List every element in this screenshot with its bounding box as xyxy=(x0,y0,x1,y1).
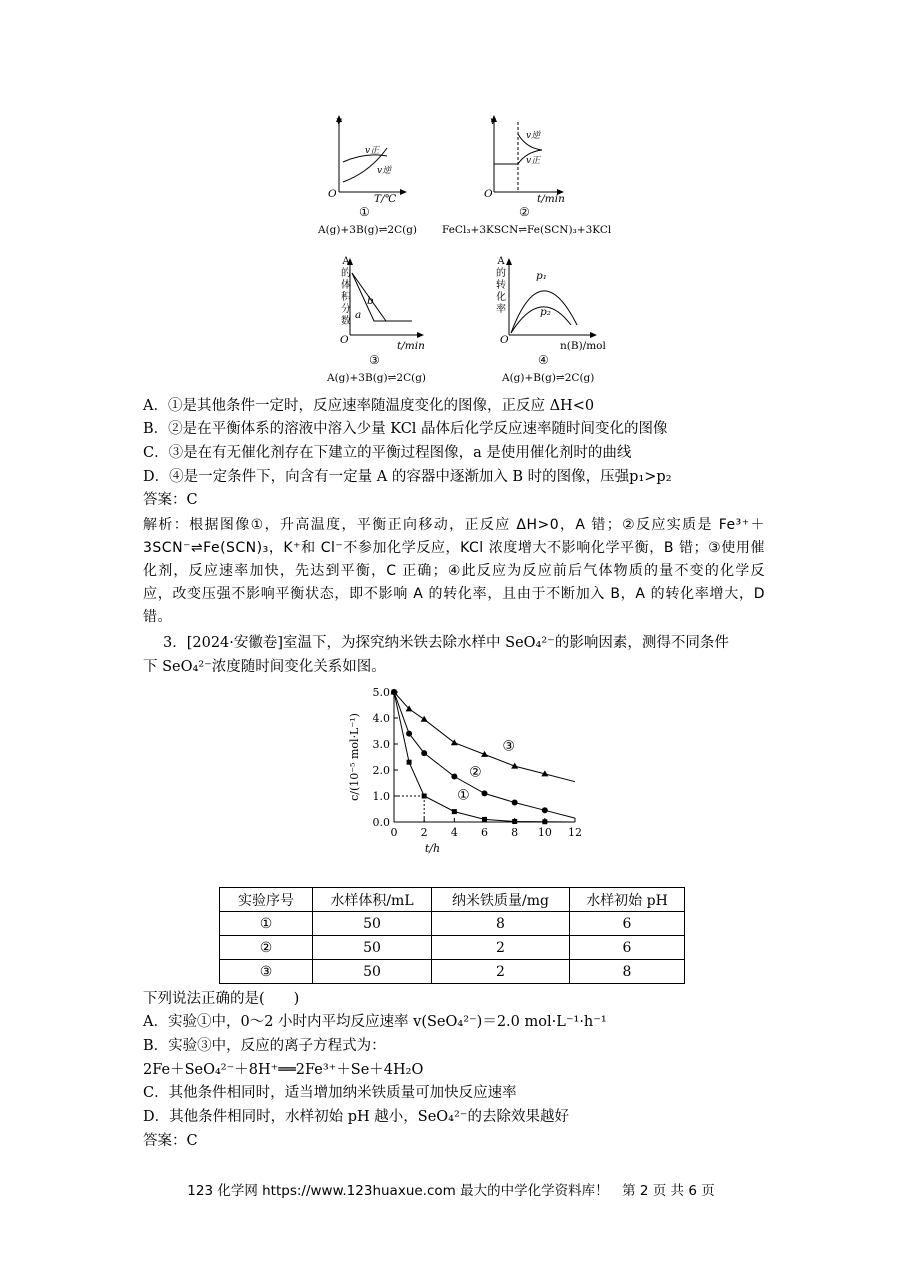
table-cell: ① xyxy=(220,912,313,936)
figure-2-curve2-label: v正 xyxy=(526,156,541,166)
figure-4-caption: A(g)+B(g)⇌2C(g) xyxy=(502,372,595,384)
data-point-circle xyxy=(451,774,457,780)
table-cell: ② xyxy=(220,936,313,960)
figure-1-number: ① xyxy=(359,205,370,219)
data-point-square xyxy=(452,809,457,814)
figure-2-xlabel: t/min xyxy=(537,193,565,205)
table-cell: 6 xyxy=(570,936,685,960)
x-tick-label: 6 xyxy=(481,826,488,839)
table-header-cell: 实验序号 xyxy=(220,888,313,912)
series-label: ① xyxy=(457,787,470,804)
table-cell: 8 xyxy=(432,912,570,936)
series-label: ③ xyxy=(502,738,515,755)
data-point-circle xyxy=(512,800,518,806)
experiment-table xyxy=(219,887,685,984)
data-point-circle xyxy=(482,790,488,796)
data-point-square xyxy=(542,819,547,824)
data-point-square xyxy=(482,817,487,822)
data-point-triangle xyxy=(451,739,458,745)
figure-3-graph xyxy=(340,255,430,345)
figure-4-curve2-label: p₂ xyxy=(540,306,551,318)
figure-3-origin: O xyxy=(340,334,349,346)
y-tick-label: 0.0 xyxy=(372,816,390,829)
x-tick-label: 10 xyxy=(537,826,552,839)
data-point-square xyxy=(407,760,412,765)
q3-option-b: B．实验③中，反应的离子方程式为： xyxy=(143,1038,386,1054)
figure-1-origin: O xyxy=(328,188,337,200)
figure-4-origin: O xyxy=(500,334,509,346)
table-cell: 2 xyxy=(432,960,570,984)
figure-3-curve-b-label: b xyxy=(367,295,374,307)
figure-1-ylabel: v xyxy=(336,115,342,127)
table-header-cell: 水样初始 pH xyxy=(570,888,685,912)
table-cell: 6 xyxy=(570,912,685,936)
table-header-cell: 纳米铁质量/mg xyxy=(432,888,570,912)
table-cell: 2 xyxy=(432,936,570,960)
figure-3-ylabel: A的体积分数 xyxy=(341,256,351,327)
figure-4-xlabel: n(B)/mol xyxy=(560,340,606,352)
table-cell: 50 xyxy=(313,936,432,960)
q2-answer: 答案：C xyxy=(143,492,198,508)
q2-analysis: 解析：根据图像①，升高温度，平衡正向移动，正反应 ΔH>0，A 错；②反应实质是 Fe³⁺＋3SCN⁻⇌Fe(SCN)₃，K⁺和 Cl⁻不参加化学反应，KCl 浓度增大不影响化学平衡，B 错；③使用催化剂，反应速率加快，先达到平衡，C 正确；④此反应为反应前后气体物质的量不变的化学反应，改变压强不影响平衡状态，即不影响 A 的转化率，且由于不断加入 B，A 的转化率增大，D 错。 xyxy=(143,517,765,625)
series-line xyxy=(394,692,575,782)
table-cell: 50 xyxy=(313,960,432,984)
q3-stem-line1: 3．[2024·安徽卷]室温下，为探究纳米铁去除水样中 SeO₄²⁻的影响因素，测得不同条件 xyxy=(163,635,729,651)
table-row xyxy=(220,960,685,984)
table-header-cell: 水样体积/mL xyxy=(313,888,432,912)
table-cell: ③ xyxy=(220,960,313,984)
figure-1-caption: A(g)+3B(g)⇌2C(g) xyxy=(318,224,418,236)
q3-option-d: D．其他条件相同时，水样初始 pH 越小，SeO₄²⁻的去除效果越好 xyxy=(143,1109,569,1125)
data-point-triangle xyxy=(421,716,428,722)
figure-2-curve1-label: v逆 xyxy=(526,131,541,141)
data-point-circle xyxy=(421,750,427,756)
figure-3-caption: A(g)+3B(g)⇌2C(g) xyxy=(327,372,427,384)
y-axis-label: c/(10⁻⁵ mol·L⁻¹) xyxy=(348,713,361,801)
data-point-circle xyxy=(406,731,412,737)
y-tick-label: 1.0 xyxy=(372,790,390,803)
figure-1-curve1-label: v正 xyxy=(365,146,380,156)
q3-option-c: C．其他条件相同时，适当增加纳米铁质量可加快反应速率 xyxy=(143,1085,517,1101)
q3-stem-line2: 下 SeO₄²⁻浓度随时间变化关系如图。 xyxy=(143,659,386,675)
figure-4-graph xyxy=(495,255,605,345)
data-point-circle xyxy=(542,807,548,813)
figure-2-origin: O xyxy=(484,188,493,200)
x-tick-label: 8 xyxy=(511,826,519,839)
figure-1-xlabel: T/℃ xyxy=(374,193,397,205)
table-row xyxy=(220,936,685,960)
figure-4-number: ④ xyxy=(538,353,549,367)
x-tick-label: 4 xyxy=(450,826,458,839)
q2-option-c: C．③是在有无催化剂存在下建立的平衡过程图像，a 是使用催化剂时的曲线 xyxy=(143,445,632,461)
figure-3-xlabel: t/min xyxy=(397,340,425,352)
q3-answer: 答案：C xyxy=(143,1133,198,1149)
series-label: ② xyxy=(469,764,482,781)
table-header-row xyxy=(220,888,685,912)
q3-option-a: A．实验①中，0～2 小时内平均反应速率 v(SeO₄²⁻)＝2.0 mol·L⁻¹·h⁻¹ xyxy=(143,1014,607,1030)
concentration-time-chart xyxy=(340,682,600,860)
q2-option-a: A．①是其他条件一定时，反应速率随温度变化的图像，正反应 ΔH<0 xyxy=(143,398,595,414)
y-tick-label: 2.0 xyxy=(372,764,390,777)
y-tick-label: 5.0 xyxy=(372,686,390,699)
figure-3-number: ③ xyxy=(369,353,380,367)
x-tick-label: 2 xyxy=(420,826,428,839)
figure-2-caption: FeCl₃+3KSCN⇌Fe(SCN)₃+3KCl xyxy=(442,224,612,236)
figure-1-curve2-label: v逆 xyxy=(377,166,392,176)
q2-option-d: D．④是一定条件下，向含有一定量 A 的容器中逐渐加入 B 时的图像，压强p₁>p₂ xyxy=(143,469,672,485)
table-row xyxy=(220,912,685,936)
x-tick-label: 12 xyxy=(568,826,582,839)
figure-2-number: ② xyxy=(519,205,530,219)
figure-4-curve1-label: p₁ xyxy=(536,270,547,282)
x-axis-label: t/h xyxy=(424,842,441,855)
q2-option-b: B．②是在平衡体系的溶液中溶入少量 KCl 晶体后化学反应速率随时间变化的图像 xyxy=(143,421,668,437)
data-point-square xyxy=(422,794,427,799)
table-cell: 8 xyxy=(570,960,685,984)
data-point-square xyxy=(512,819,517,824)
figure-2-ylabel: v xyxy=(490,115,496,127)
series-line xyxy=(394,692,575,822)
figure-3-curve-a-label: a xyxy=(355,309,362,321)
page-footer: 123 化学网 https://www.123huaxue.com 最大的中学化学资料库！ 第 2 页 共 6 页 xyxy=(187,1183,715,1199)
y-tick-label: 4.0 xyxy=(372,712,390,725)
q3-option-b-equation: 2Fe＋SeO₄²⁻＋8H⁺══2Fe³⁺＋Se＋4H₂O xyxy=(143,1062,424,1078)
x-tick-label: 0 xyxy=(390,826,398,839)
y-tick-label: 3.0 xyxy=(372,738,390,751)
q3-prompt: 下列说法正确的是( ) xyxy=(143,991,300,1007)
table-cell: 50 xyxy=(313,912,432,936)
figure-4-ylabel: A的转化率 xyxy=(496,256,506,315)
